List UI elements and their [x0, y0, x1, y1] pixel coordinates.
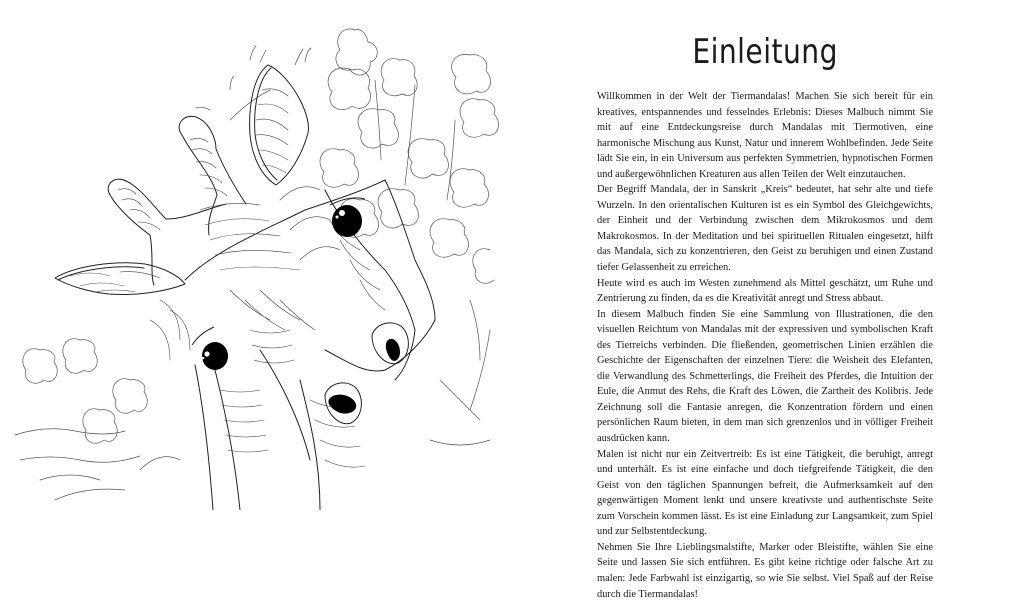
page-title: [597, 32, 933, 72]
paragraph-5: Malen ist nicht nur ein Zeitvertreib: Es ist eine Tätigkeit, die beruhigt, anregt und unterhält. Es ist eine einfache und doch tiefgreifende Tätigkeit, die den Geist von den täglichen Spannungen befreit, die Aufmerksamkeit auf den gegenwärtigen Moment lenkt und unsere kreativste und authentischste Seite zum Vorschein kommen lässt. Es ist eine Einladung zur Langsamkeit, zum Spiel und zur Selbstentdeckung.: [597, 448, 933, 538]
eye-lower: [192, 327, 228, 370]
paragraph-1: Willkommen in der Welt der Tiermandalas! Machen Sie sich bereit für ein kreatives, entspannendes und fesselndes Erlebnis: Dieses Malbuch nimmt Sie mit auf eine Entdeckungsreise durch Mandalas mit Tiermotiven, eine harmonische Mischung aus Kunst, Natur und innerem Wohlbefinden. Jede Seite lädt Sie ein, in ein Universum aus perfekten Symmetrien, hypnotischen Formen und außergewöhnlichen Kreaturen aus allen Teilen der Welt einzutauchen.: [597, 91, 933, 180]
eye-upper: [330, 198, 365, 237]
left-page: [0, 0, 510, 510]
paragraph-2: Der Begriff Mandala, der in Sanskrit „Kreis“ bedeutet, hat sehr alte und tiefe Wurzeln. In den orientalischen Kulturen ist es ein Symbol des Gleichgewichts, der Einheit und der Verbindung zwischen dem Mikrokosmos und dem Makrokosmos. In der Meditation und bei spirituellen Ritualen eingesetzt, hilft das Mandala, sich zu konzentrieren, den Geist zu beruhigen und einen Zustand tiefer Gelassenheit zu erreichen.: [597, 184, 933, 274]
eyes: [192, 198, 365, 370]
giraffe-head: [55, 65, 435, 510]
paragraph-6: Nehmen Sie Ihre Lieblingsmalstifte, Marker oder Bleistifte, wählen Sie eine Seite und lassen Sie sich entführen. Es gibt keine richtige oder falsche Art zu malen: Jede Farbwahl ist einzigartig, so wie Sie selbst. Viel Spaß auf der Reise durch die Tiermandalas!: [597, 541, 933, 600]
flowers-bottom: [15, 300, 490, 500]
flowers-top: [196, 29, 499, 283]
paragraph-3: Heute wird es auch im Westen zunehmend als Mittel geschätzt, um Ruhe und Zentrierung zu finden, da es die Kreativität anregt und Stress abbaut.: [597, 277, 933, 305]
introduction-text: [597, 89, 933, 602]
nostril-fills: [328, 339, 400, 414]
giraffe-illustration: [0, 0, 510, 510]
title-text: Einleitung: [692, 32, 838, 72]
paragraph-4: In diesem Malbuch finden Sie eine Sammlung von Illustrationen, die den visuellen Reichtum von Mandalas mit der expressiven und symbolischen Kraft des Tierreichs verbinden. Die fließenden, geometrischen Linien erzählen die Geschichte der Eigenschaften der einzelnen Tiere: die Weisheit des Elefanten, die Verwandlung des Schmetterlings, die Freiheit des Pferdes, die Intuition der Eule, die Anmut des Rehs, die Kraft des Löwen, die Zartheit des Kolibris. Jede Zeichnung soll die Fantasie anregen, die Konzentration fördern und einen persönlichen Raum bieten, in dem man sich grenzenlos und in völliger Freiheit ausdrücken kann.: [597, 308, 933, 445]
